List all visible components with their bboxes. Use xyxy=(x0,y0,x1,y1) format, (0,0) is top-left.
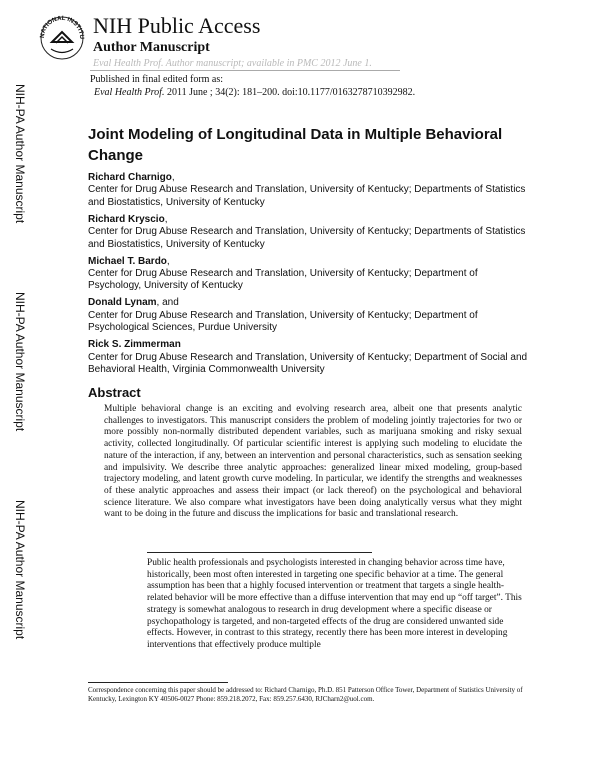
svg-text:NATIONAL INSTITUTES OF HEALTH xyxy=(38,12,85,40)
author-affiliation: Center for Drug Abuse Research and Translation, University of Kentucky; Department of Social and Behavioral Health, Virginia Commonwealth University xyxy=(88,351,528,376)
abstract-heading: Abstract xyxy=(88,385,141,400)
journal-name: Eval Health Prof. xyxy=(94,87,165,98)
author-suffix: , and xyxy=(156,297,179,309)
footnote-divider xyxy=(88,682,228,683)
logo-text: NATIONAL INSTITU xyxy=(38,14,86,40)
section-divider xyxy=(147,552,372,553)
header-divider xyxy=(90,70,400,71)
author-name: Donald Lynam xyxy=(88,297,157,309)
author-name: Rick S. Zimmerman xyxy=(88,339,181,351)
sidebar-watermark: NIH-PA Author Manuscript xyxy=(13,292,27,432)
author-affiliation: Center for Drug Abuse Research and Translation, University of Kentucky; Department of Psychological Sciences, Purdue University xyxy=(88,309,478,334)
author-entry xyxy=(88,256,528,293)
author-list xyxy=(88,172,528,381)
citation-details: 2011 June ; 34(2): 181–200. doi:10.1177/0163278710392982. xyxy=(166,87,416,98)
author-entry xyxy=(88,297,528,334)
author-affiliation: Center for Drug Abuse Research and Translation, University of Kentucky; Department of Psychology, University of Kentucky xyxy=(88,268,478,292)
author-entry xyxy=(88,214,528,251)
author-name: Richard Kryscio xyxy=(88,213,165,225)
author-suffix: , xyxy=(171,172,175,183)
citation xyxy=(94,87,415,99)
author-name: Richard Charnigo xyxy=(88,172,172,183)
availability-note: Eval Health Prof. Author manuscript; available in PMC 2012 June 1. xyxy=(93,58,372,69)
author-name: Michael T. Bardo xyxy=(88,255,167,267)
published-label: Published in final edited form as: xyxy=(90,74,224,85)
correspondence-footnote: Correspondence concerning this paper should be addressed to: Richard Charnigo, Ph.D. 851 Patterson Office Tower, Department of Statistics University of Kentucky, Lexington KY 40506-0027 Phone: 859.218.2072, Fax: 859.257.6430, RJCharn2@uol.com. xyxy=(88,686,523,703)
author-affiliation: Center for Drug Abuse Research and Translation, University of Kentucky; Departments of Statistics and Biostatistics, University of Kentucky xyxy=(88,226,526,250)
sidebar-watermark: NIH-PA Author Manuscript xyxy=(13,500,27,640)
abstract-text: Multiple behavioral change is an exciting and evolving research area, albeit one that presents analytic challenges to investigators. This manuscript considers the problem of modeling jointly trajectories for two or more possibly non-normally distributed dependent variables, such as marijuana smoking and risky sexual activity, collected longitudinally. Of particular scientific interest is applying such modeling to elucidate the nature of the interaction, if any, between an intervention and personal characteristics, such as sensation seeking and impulsivity. We describe three analytic approaches: generalized linear mixed modeling, group-based trajectory modeling, and latent growth curve modeling. In particular, we identify the strengths and weaknesses of these analytic approaches and assess their impact (or lack thereof) on the psychological and behavioral science literature. We also compare what investigators have been doing analytically versus what they might want to be doing in the future and discuss the implications for basic and translational research. xyxy=(104,404,522,520)
nih-public-access-title: NIH Public Access xyxy=(93,13,261,38)
author-affiliation: Center for Drug Abuse Research and Translation, University of Kentucky; Departments of Statistics and Biostatistics, University of Kentucky xyxy=(88,184,526,208)
sidebar-watermark: NIH-PA Author Manuscript xyxy=(13,84,27,224)
author-entry xyxy=(88,172,528,209)
author-suffix: , xyxy=(164,213,168,225)
author-manuscript-label: Author Manuscript xyxy=(93,40,210,55)
body-paragraph: Public health professionals and psychologists interested in changing behavior across time have, historically, been most often interested in targeting one specific behavior at a time. The general assumption has been that a highly focused intervention or treatment that targets a single health-related behavior will be more effective than a diffuse intervention that may end up “off target”. This strategy is somewhat analogous to research in drug development where a specific disease or psychopathology is targeted, and non-targeted effects of the drug are considered unwanted side effects. However, in contrast to this strategy, recently there has been more interest in developing interventions that effectively produce multiple xyxy=(147,558,522,650)
author-suffix: , xyxy=(166,255,170,267)
nih-seal-icon xyxy=(38,12,86,64)
paper-title: Joint Modeling of Longitudinal Data in Multiple Behavioral Change xyxy=(88,126,503,164)
author-entry xyxy=(88,339,528,376)
nih-logo xyxy=(38,12,86,64)
